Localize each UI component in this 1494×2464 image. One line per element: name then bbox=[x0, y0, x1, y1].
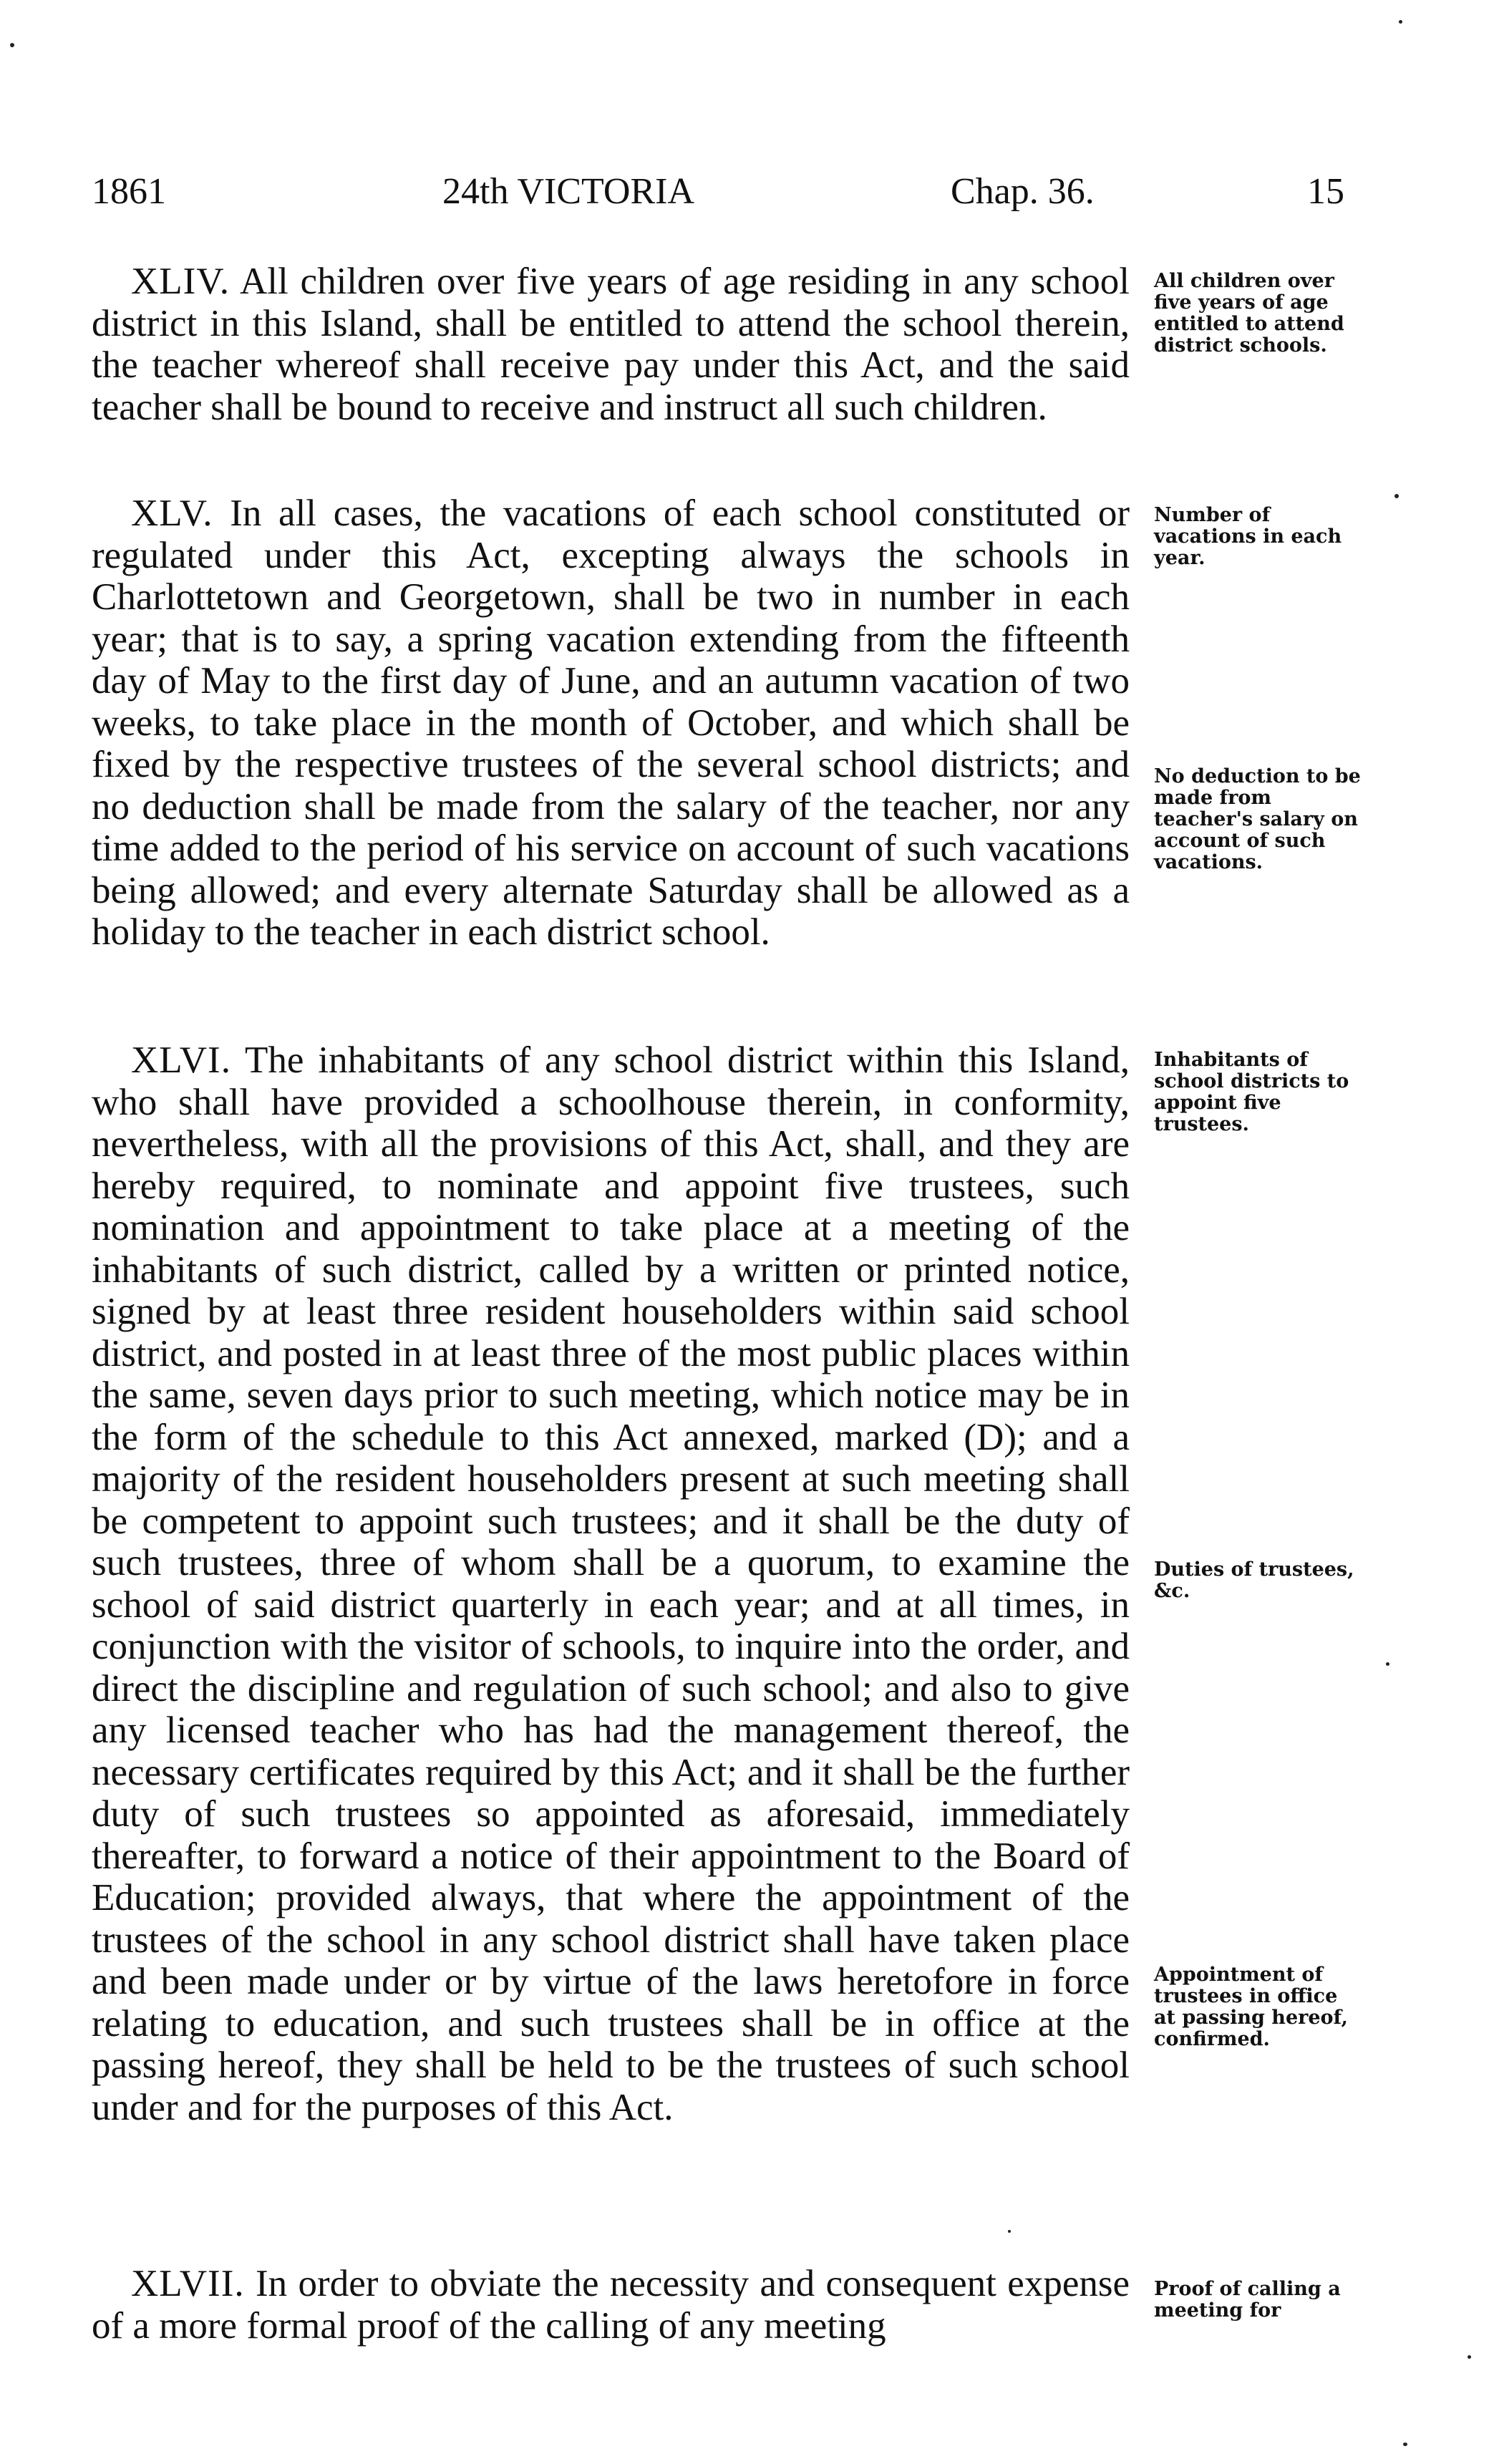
scan-speck bbox=[1394, 494, 1399, 498]
header-chapter: Chap. 36. bbox=[951, 171, 1095, 212]
section-text: In all cases, the vacations of each school constituted or regulated under this Act, excepting always the schools in Charlottetown and Georgetown, shall be two in number in each year; that is to say, a spring vacation extending from the fifteenth day of May to the first day of June, and an autumn vacation of two weeks, to take place in the month of October, and which shall be fixed by the respective trustees of the several school districts; and no deduction shall be made from the salary of the teacher, nor any time added to the period of his service on account of such vacations being allowed; and every alternate Saturday shall be allowed as a holiday to the teacher in each district school. bbox=[92, 493, 1130, 953]
scan-speck bbox=[10, 43, 14, 47]
scan-speck bbox=[1468, 2355, 1471, 2359]
section-text: In order to obviate the necessity and consequent expense of a more formal proof of the calling of any meeting bbox=[92, 2263, 1130, 2347]
section-xlvi bbox=[92, 1039, 1130, 2128]
section-xlvii bbox=[92, 2263, 1130, 2347]
section-number: XLVII. bbox=[131, 2263, 245, 2304]
header-year: 1861 bbox=[92, 171, 166, 212]
scan-speck bbox=[1403, 2443, 1407, 2446]
header-reign: 24th VICTORIA bbox=[442, 171, 694, 212]
section-number: XLV. bbox=[131, 493, 213, 534]
marginal-note: Duties of trustees, &c. bbox=[1154, 1558, 1354, 1602]
marginal-note: Number of vacations in each year. bbox=[1154, 504, 1342, 569]
page-number: 15 bbox=[1307, 171, 1344, 212]
marginal-note: Appointment of trustees in office at passing hereof, confirmed. bbox=[1154, 1964, 1348, 2050]
section-number: XLIV. bbox=[131, 261, 230, 302]
scan-speck bbox=[1386, 1662, 1389, 1666]
marginal-note: All children over five years of age entitled to attend district schools. bbox=[1154, 270, 1344, 356]
marginal-note: Proof of calling a meeting for bbox=[1154, 2278, 1341, 2322]
marginal-note: No deduction to be made from teacher's salary on account of such vacations. bbox=[1154, 765, 1361, 873]
section-xlv bbox=[92, 493, 1130, 954]
section-number: XLVI. bbox=[131, 1039, 231, 1081]
section-text: The inhabitants of any school district within this Island, who shall have provided a schoolhouse therein, in conformity, nevertheless, with all the provisions of this Act, shall, and they are hereby required, to nominate and appoint five trustees, such nomination and appointment to take place at a meeting of the inhabitants of such district, called by a written or printed notice, signed by at least three resident householders within said school district, and posted in at least three of the most public places within the same, seven days prior to such meeting, which notice may be in the form of the schedule to this Act annexed, marked (D); and a majority of the resident householders present at such meeting shall be competent to appoint such trustees; and it shall be the duty of such trustees, three of whom shall be a quorum, to examine the school of said district quarterly in each year; and at all times, in conjunction with the visitor of schools, to inquire into the order, and direct the discipline and regulation of such school; and also to give any licensed teacher who has had the management thereof, the necessary certificates required by this Act; and it shall be the further duty of such trustees so appointed as aforesaid, immediately thereafter, to forward a notice of their appointment to the Board of Education; provided always, that where the appointment of the trustees of the school in any school district shall have taken place and been made under or by virtue of the laws heretofore in force relating to education, and such trustees shall be in office at the passing hereof, they shall be held to be the trustees of such school under and for the purposes of this Act. bbox=[92, 1039, 1130, 2128]
scan-speck bbox=[1399, 20, 1402, 24]
marginal-note: Inhabitants of school districts to appoint five trustees. bbox=[1154, 1049, 1349, 1135]
running-header bbox=[92, 170, 1344, 220]
section-text: All children over five years of age residing in any school district in this Island, shall be entitled to attend the school therein, the teacher whereof shall receive pay under this Act, and the said teacher shall be bound to receive and instruct all such children. bbox=[92, 261, 1130, 428]
section-xliv bbox=[92, 261, 1130, 428]
scan-speck bbox=[1008, 2230, 1011, 2233]
